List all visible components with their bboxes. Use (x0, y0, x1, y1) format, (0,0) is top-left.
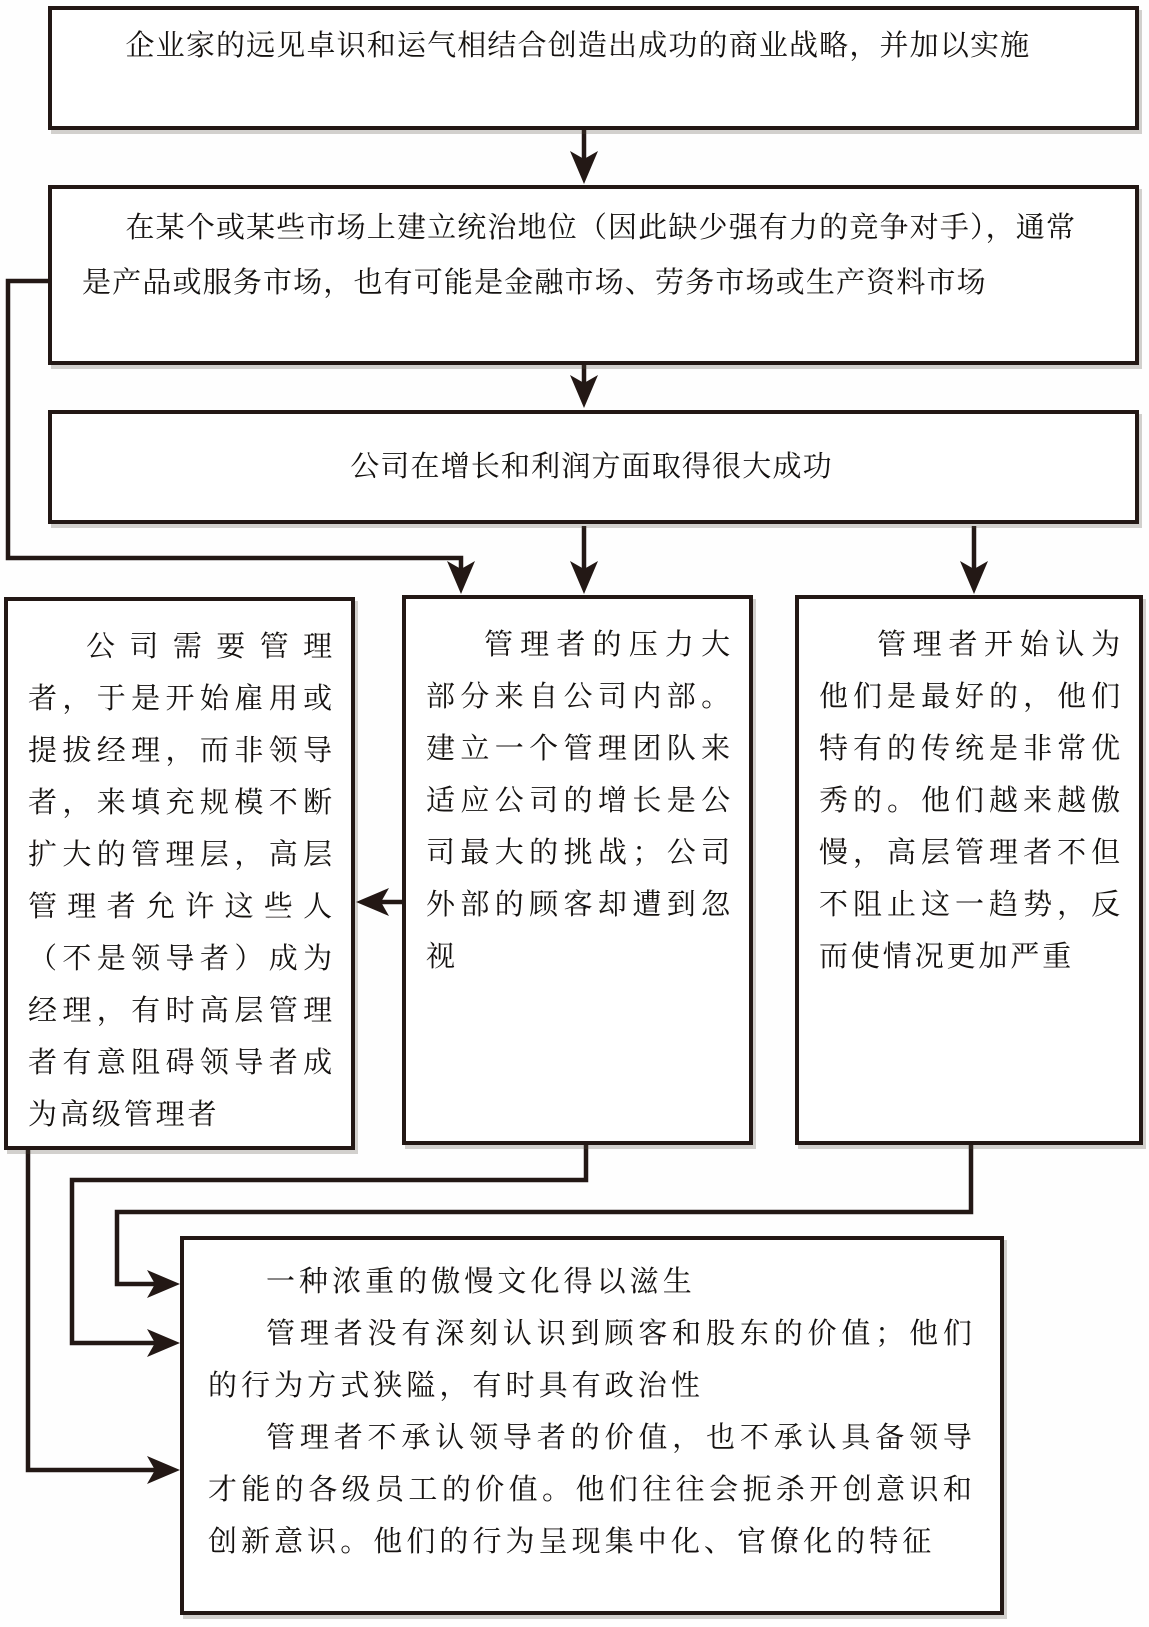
branch-middle-box (402, 595, 753, 1145)
stage2-box (48, 185, 1139, 365)
stage1-box (48, 6, 1139, 130)
outcome-paragraph: 管理者没有深刻认识到顾客和股东的价值；他们的行为方式狭隘，有时具有政治性 (208, 1318, 976, 1402)
outcome-paragraph: 一种浓重的傲慢文化得以滋生 (266, 1266, 696, 1298)
outcome-paragraph: 管理者不承认领导者的价值，也不承认具备领导才能的各级员工的价值。他们往往会扼杀开创意识和创新意识。他们的行为呈现集中化、官僚化的特征 (208, 1422, 976, 1558)
stage1-text: 企业家的远见卓识和运气相结合创造出成功的商业战略，并加以实施 (125, 30, 1031, 62)
connector-branch-left-outcome (28, 1148, 172, 1470)
stage2-text: 在某个或某些市场上建立统治地位（因此缺少强有力的竞争对手），通常是产品或服务市场，也有可能是金融市场、劳务市场或生产资料市场 (82, 212, 1077, 299)
branch-left-box (4, 597, 355, 1150)
stage3-box (48, 410, 1139, 524)
branch-right-box (795, 595, 1143, 1145)
branch-middle-text: 管理者的压力大部分来自公司内部。建立一个管理团队来适应公司的增长是公司最大的挑战；公司外部的顾客却遭到忽视 (426, 629, 733, 973)
outcome-box (180, 1236, 1004, 1615)
stage3-text: 公司在增长和利润方面取得很大成功 (350, 451, 833, 483)
branch-left-text: 公司需要管理者，于是开始雇用或提拔经理，而非领导者，来填充规模不断扩大的管理层，高层管理者允许这些人（不是领导者）成为经理，有时高层管理者有意阻碍领导者成为高级管理者 (28, 631, 335, 1131)
branch-right-text: 管理者开始认为他们是最好的，他们特有的传统是非常优秀的。他们越来越傲慢，高层管理者不但不阻止这一趋势，反而使情况更加严重 (819, 629, 1123, 973)
